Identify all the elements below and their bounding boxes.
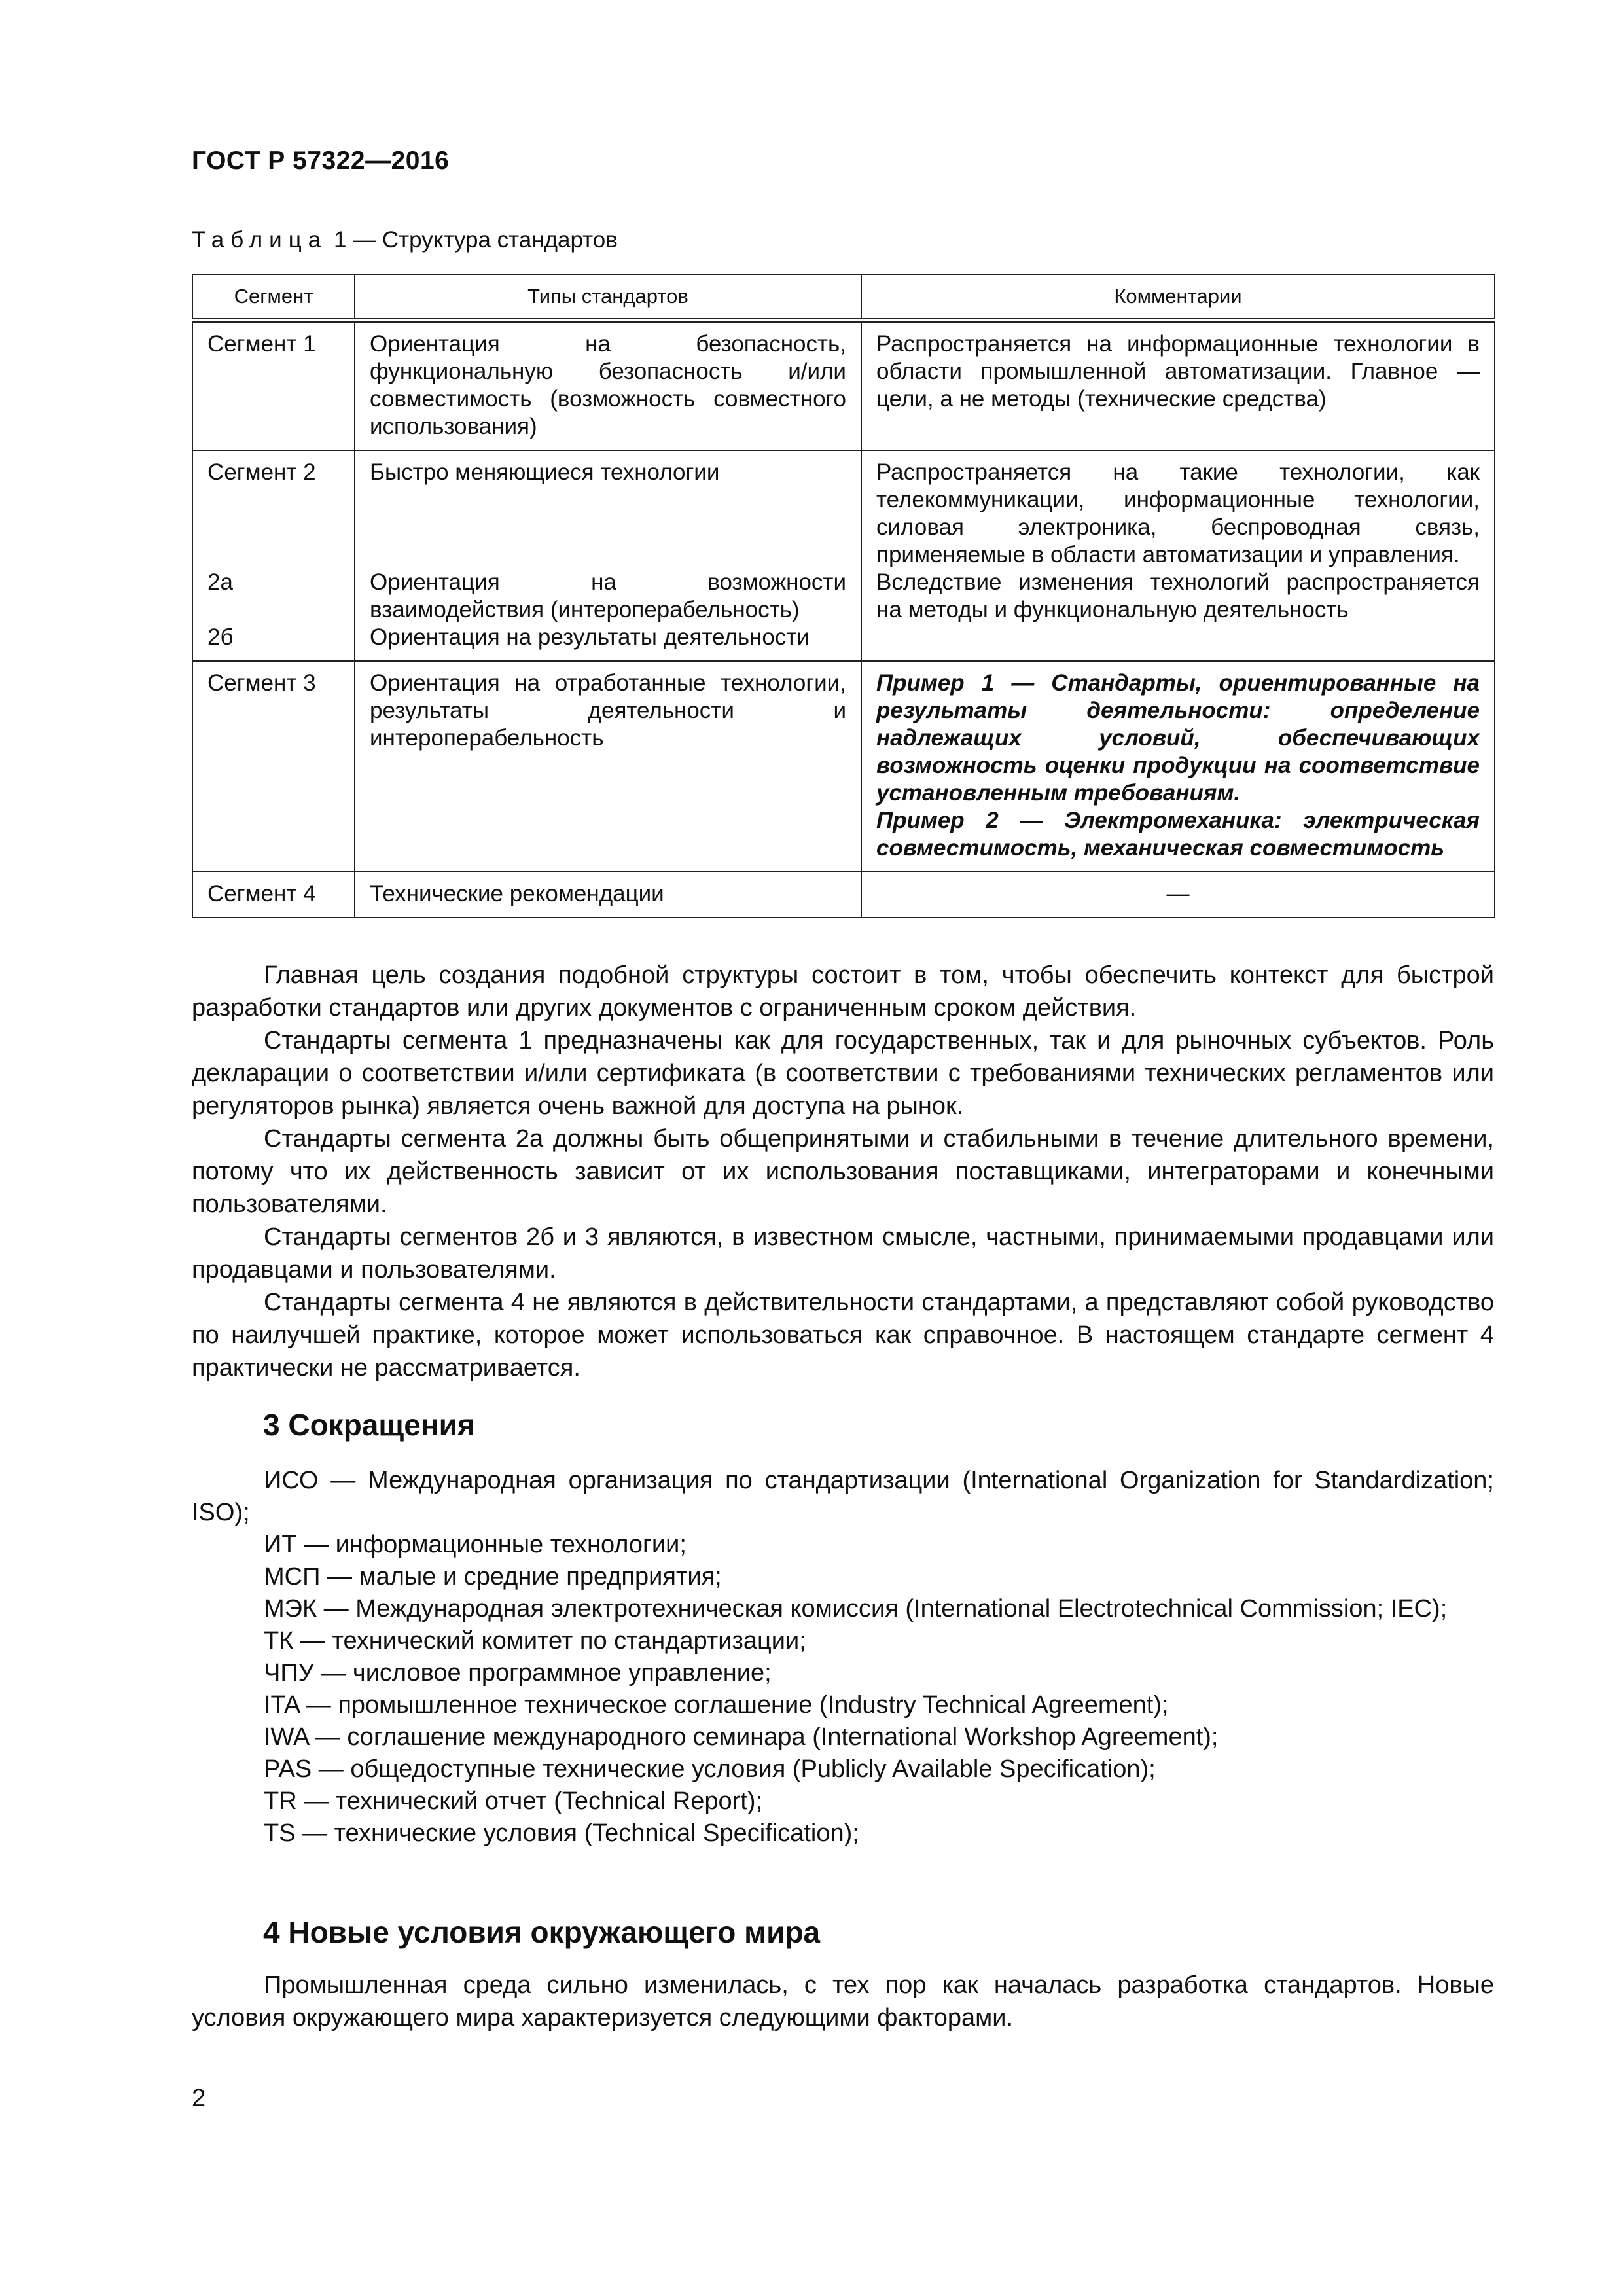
standard-types-text: Ориентация на безопасность, функциональную безопасность и/или совместимость (возможность совместного использования) [370,331,846,439]
paragraph: Главная цель создания подобной структуры состоит в том, чтобы обеспечить контекст для быстрой разработки стандартов или других документов с ограниченным сроком действия. [192,961,1494,1022]
list-item: IWA — соглашение международного семинара (International Workshop Agreement); [264,1723,1219,1751]
page-number: 2 [192,2085,206,2112]
list-item: TS — технические условия (Technical Specification); [264,1820,859,1847]
list-item: ЧПУ — числовое программное управление; [264,1659,772,1687]
paragraph: Стандарты сегментов 2б и 3 являются, в известном смысле, частными, принимаемыми продавцами или продавцами и пользователями. [192,1223,1494,1283]
list-item: МЭК — Международная электротехническая комиссия (International Electrotechnical Commission; IEC); [264,1595,1448,1623]
list-item: ИТ — информационные технологии; [264,1531,687,1558]
list-item: PAS — общедоступные технические условия (Publicly Available Specification); [264,1755,1156,1783]
table-row [192,321,1495,451]
column-header-comments: Комментарии [861,274,1495,321]
standard-types-sub-a: Ориентация на возможности взаимодействия (интероперабельность) [370,569,846,622]
paragraph: Промышленная среда сильно изменилась, с тех пор как началась разработка стандартов. Новые условия окружающего мира характеризуется следующими факторами. [192,1971,1494,2032]
example-1-text: Пример 1 — Стандарты, ориентированные на результаты деятельности: определение надлежащих условий, обеспечивающих возможность оценки продукции на соответствие установленным требованиям. [876,670,1480,806]
segment-label: Сегмент 3 [207,670,316,696]
segment-label: Сегмент 1 [207,331,316,357]
section-4-heading: 4 Новые условия окружающего мира [263,1915,821,1949]
standard-types-text: Ориентация на отработанные технологии, результаты деятельности и интероперабельность [370,670,846,751]
table-cell [192,450,355,661]
table-caption-word: Таблица [192,227,328,253]
column-header-segment: Сегмент [192,274,355,321]
standard-types-sub-b: Ориентация на результаты деятельности [370,624,810,650]
list-item: МСП — малые и средние предприятия; [264,1563,722,1590]
table-row [192,872,1495,918]
table-header-row [192,274,1495,321]
comment-text: Распространяется на такие технологии, как телекоммуникации, информационные технологии, силовая электроника, беспроводная связь, применяемые в области автоматизации и управления. [876,459,1480,567]
list-item: ИСО — Международная организация по стандартизации (International Organization for Standardization; ISO); [192,1467,1494,1526]
body-paragraphs [192,959,1494,1384]
table-cell [355,872,861,918]
paragraph: Стандарты сегмента 1 предназначены как для государственных, так и для рыночных субъектов. Роль декларации о соответствии и/или сертификата (в соответствии с требованиями технических регламентов или регуляторов рынка) является очень важной для доступа на рынок. [192,1027,1494,1120]
table-row [192,450,1495,661]
table-cell [355,661,861,872]
list-item: ТК — технический комитет по стандартизации; [264,1627,806,1655]
table-cell [861,872,1495,918]
table-caption-title: 1 — Структура стандартов [327,227,618,253]
paragraph: Стандарты сегмента 4 не являются в действительности стандартами, а представляют собой руководство по наилучшей практике, которое может использоваться как справочное. В настоящем стандарте сегмент 4 практически не рассматривается. [192,1289,1494,1382]
comment-text: Распространяется на информационные технологии в области промышленной автоматизации. Главное — цели, а не методы (технические средства) [876,331,1480,412]
list-item: ITA — промышленное техническое соглашение (Industry Technical Agreement); [264,1691,1169,1719]
standard-types-text: Быстро меняющиеся технологии [370,459,720,485]
example-2-text: Пример 2 — Электромеханика: электрическая совместимость, механическая совместимость [876,808,1480,861]
table-cell [192,321,355,451]
abbreviations-list [192,1465,1494,1850]
paragraph: Стандарты сегмента 2а должны быть общепринятыми и стабильными в течение длительного времени, потому что их действенность зависит от их использования поставщиками, интеграторами и конечными пользователями. [192,1125,1494,1218]
standards-structure-table [192,274,1495,918]
comment-text: — [1166,881,1190,906]
table-row [192,661,1495,872]
segment-label: Сегмент 4 [207,881,316,906]
list-item: TR — технический отчет (Technical Report); [264,1787,763,1815]
standard-types-text: Технические рекомендации [370,881,664,906]
comment-sub-text: Вследствие изменения технологий распространяется на методы и функциональную деятельность [876,569,1480,622]
segment-sublabel-a: 2а [207,569,233,595]
section-4-body [192,1969,1494,2034]
table-cell [861,661,1495,872]
table-cell [192,872,355,918]
table-caption [192,227,618,253]
table-cell [861,321,1495,451]
document-code: ГОСТ Р 57322—2016 [192,147,450,175]
segment-label: Сегмент 2 [207,459,316,485]
table-cell [861,450,1495,661]
section-3-heading: 3 Сокращения [263,1408,475,1442]
table-cell [355,321,861,451]
column-header-types: Типы стандартов [355,274,861,321]
table-cell [192,661,355,872]
table-cell [355,450,861,661]
segment-sublabel-b: 2б [207,624,234,650]
